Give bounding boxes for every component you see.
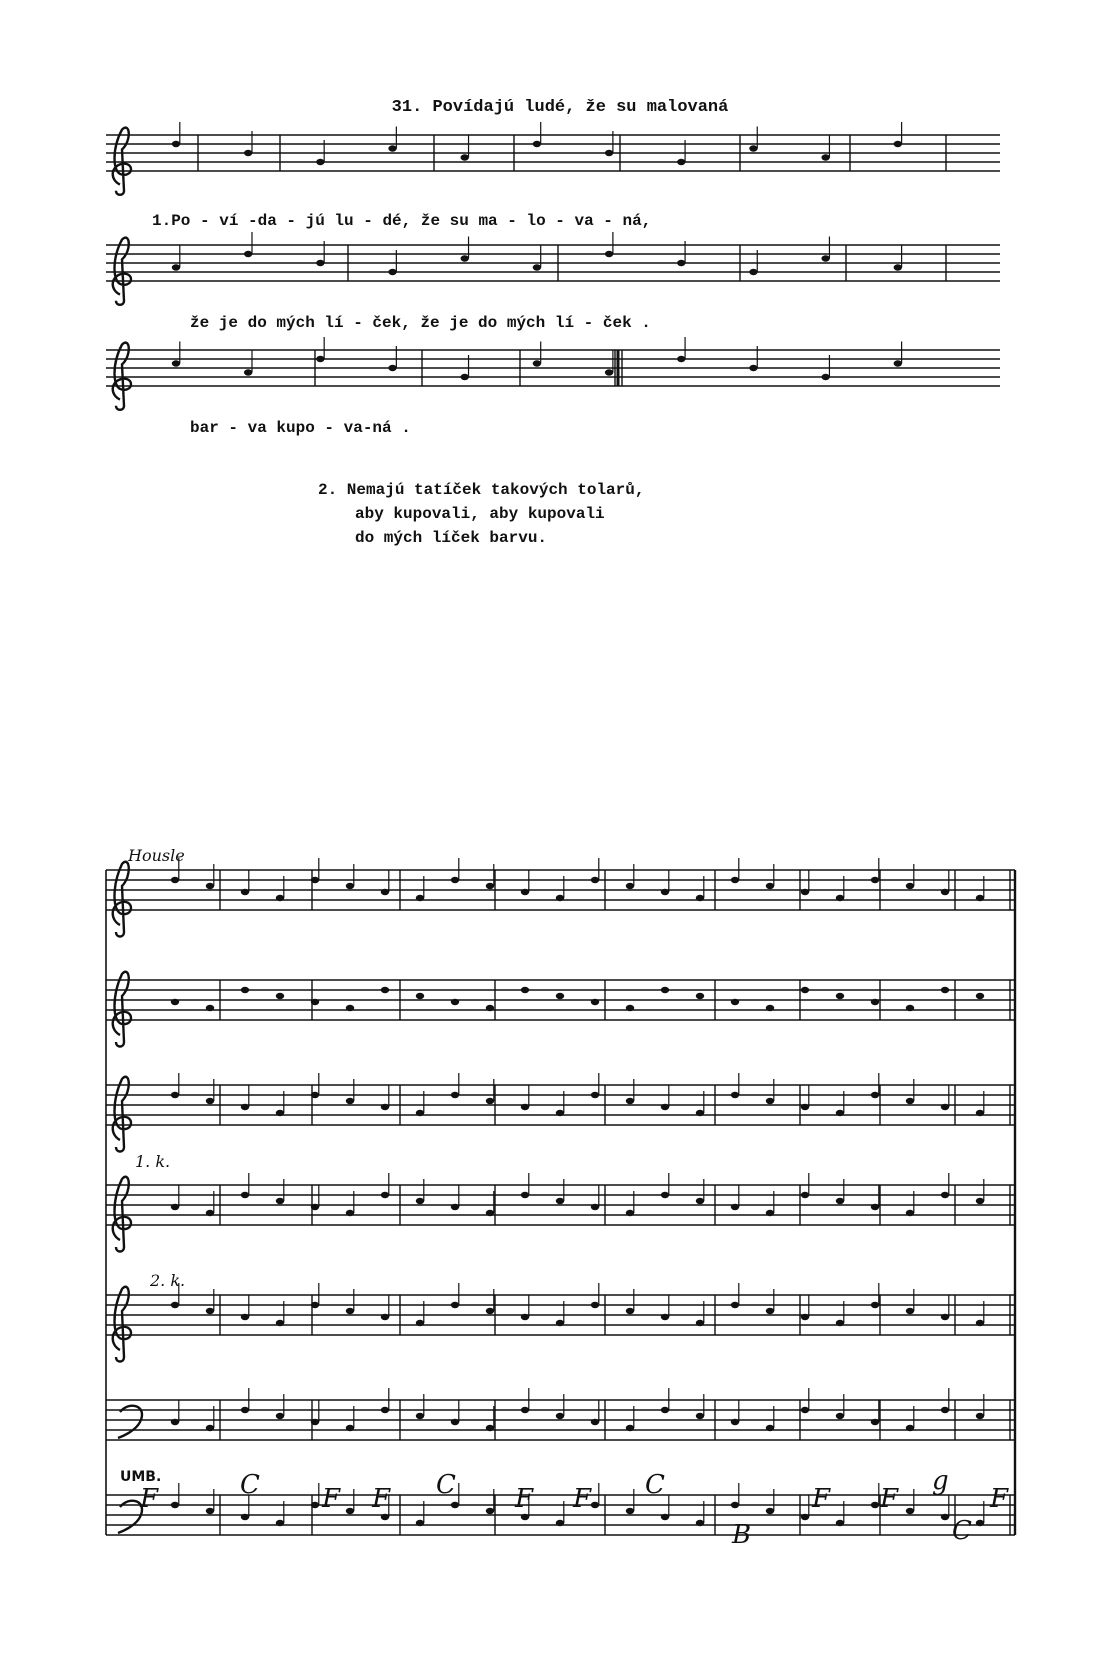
song-note [533, 264, 541, 270]
chord-symbol: F [812, 1484, 831, 1514]
song-note [388, 269, 396, 275]
score-note [941, 889, 949, 895]
treble-clef [113, 1077, 131, 1152]
score-note [801, 889, 809, 895]
song-note [894, 264, 902, 270]
score-note [241, 889, 249, 895]
score-note [206, 1425, 214, 1431]
score-note [381, 889, 389, 895]
score-note [836, 1110, 844, 1116]
song-note [605, 150, 613, 156]
treble-clef [113, 343, 131, 410]
score-note [521, 889, 529, 895]
song-title: 31. Povídajú ludé, že su malovaná [391, 98, 729, 117]
score-note [556, 1320, 564, 1326]
score-note [941, 1104, 949, 1110]
score-note [276, 1320, 284, 1326]
score-note [941, 987, 949, 993]
score-note [626, 883, 634, 889]
score-note [416, 1413, 424, 1419]
score-note [836, 993, 844, 999]
score-note [451, 877, 459, 883]
score-note [276, 1520, 284, 1526]
score-note [521, 1104, 529, 1110]
score-note [661, 1192, 669, 1198]
score-note [661, 1514, 669, 1520]
score-note [381, 1407, 389, 1413]
score-note [906, 1425, 914, 1431]
score-note [381, 1514, 389, 1520]
score-note [556, 993, 564, 999]
score-note [381, 1104, 389, 1110]
score-note [381, 1314, 389, 1320]
score-note [906, 1308, 914, 1314]
score-note [416, 993, 424, 999]
chord-symbol: F [372, 1484, 391, 1514]
song-note [461, 374, 469, 380]
score-note [521, 1192, 529, 1198]
chord-symbol: F [322, 1484, 341, 1514]
score-note [591, 1204, 599, 1210]
score-note [731, 877, 739, 883]
score-note [766, 1508, 774, 1514]
score-note [311, 999, 319, 1005]
chord-symbol: B [732, 1520, 752, 1550]
score-note [451, 1302, 459, 1308]
score-note [451, 1092, 459, 1098]
score-note [206, 883, 214, 889]
score-note [871, 999, 879, 1005]
score-note [801, 987, 809, 993]
score-note [836, 1520, 844, 1526]
chord-symbol: F [140, 1484, 159, 1514]
song-note [749, 269, 757, 275]
score-note [206, 1005, 214, 1011]
score-note [906, 1508, 914, 1514]
verse-2-line-2: aby kupovali, aby kupovali [355, 505, 605, 523]
score-note [311, 1502, 319, 1508]
score-note [346, 883, 354, 889]
score-note [871, 1419, 879, 1425]
song-note [461, 255, 469, 261]
score-note [731, 1502, 739, 1508]
score-note [206, 1508, 214, 1514]
score-note [591, 877, 599, 883]
score-note [906, 1005, 914, 1011]
score-note [626, 1425, 634, 1431]
score-note [976, 993, 984, 999]
score-note [241, 1407, 249, 1413]
score-note [696, 1198, 704, 1204]
score-note [521, 1407, 529, 1413]
score-note [311, 1302, 319, 1308]
score-note [521, 1314, 529, 1320]
score-note [696, 895, 704, 901]
score-note [486, 1005, 494, 1011]
song-note [316, 260, 324, 266]
score-note [801, 1192, 809, 1198]
chord-symbol: g [932, 1466, 949, 1496]
score-note [976, 1413, 984, 1419]
score-note [521, 1514, 529, 1520]
score-note [416, 1110, 424, 1116]
instrument-label-umb: UMB. [120, 1469, 162, 1485]
song-note [172, 360, 180, 366]
score-note [556, 1520, 564, 1526]
song-note [677, 260, 685, 266]
score-note [766, 1098, 774, 1104]
score-note [661, 1314, 669, 1320]
score-note [836, 1198, 844, 1204]
score-note [696, 1520, 704, 1526]
score-note [311, 1204, 319, 1210]
score-note [381, 987, 389, 993]
song-note [749, 365, 757, 371]
score-note [801, 1314, 809, 1320]
score-note [626, 1098, 634, 1104]
score-note [171, 1204, 179, 1210]
score-note [836, 1413, 844, 1419]
treble-clef [113, 238, 131, 305]
song-note [821, 374, 829, 380]
score-note [206, 1210, 214, 1216]
score-note [871, 1302, 879, 1308]
song-note [677, 159, 685, 165]
score-note [416, 1198, 424, 1204]
score-note [976, 1198, 984, 1204]
lyrics-line-1: 1.Po - ví -da - jú lu - dé, že su ma - lo - va - ná, [152, 212, 652, 230]
score-note [451, 999, 459, 1005]
score-note [276, 1110, 284, 1116]
score-note [486, 1425, 494, 1431]
lyrics-line-2: že je do mých lí - ček, že je do mých lí - ček . [190, 314, 651, 332]
score-note [871, 1092, 879, 1098]
score-note [696, 993, 704, 999]
score-note [871, 877, 879, 883]
score-note [451, 1502, 459, 1508]
score-note [626, 1308, 634, 1314]
score-note [766, 1210, 774, 1216]
score-note [311, 1092, 319, 1098]
instrument-label-housle: Housle [128, 846, 185, 865]
score-note [871, 1502, 879, 1508]
treble-clef [113, 972, 131, 1047]
treble-clef [113, 128, 131, 195]
score-note [206, 1098, 214, 1104]
score-note [871, 1204, 879, 1210]
score-note [416, 1520, 424, 1526]
score-note [661, 1407, 669, 1413]
score-note [311, 1419, 319, 1425]
chord-symbol: C [240, 1470, 260, 1500]
score-note [556, 895, 564, 901]
score-note [241, 1514, 249, 1520]
song-note [605, 251, 613, 257]
score-note [346, 1508, 354, 1514]
score-note [556, 1413, 564, 1419]
score-note [171, 1092, 179, 1098]
score-note [591, 999, 599, 1005]
song-note [677, 356, 685, 362]
score-note [591, 1502, 599, 1508]
score-note [906, 883, 914, 889]
score-note [451, 1204, 459, 1210]
song-note [894, 141, 902, 147]
song-note [821, 154, 829, 160]
score-note [276, 895, 284, 901]
score-note [836, 1320, 844, 1326]
score-note [696, 1413, 704, 1419]
score-note [311, 877, 319, 883]
score-note [171, 1502, 179, 1508]
score-note [486, 883, 494, 889]
score-note [941, 1514, 949, 1520]
song-note [533, 360, 541, 366]
score-note [521, 987, 529, 993]
score-note [731, 1419, 739, 1425]
score-note [346, 1308, 354, 1314]
score-note [696, 1110, 704, 1116]
song-note [894, 360, 902, 366]
score-note [801, 1407, 809, 1413]
score-note [801, 1514, 809, 1520]
score-note [941, 1407, 949, 1413]
score-note [906, 1210, 914, 1216]
score-note [451, 1419, 459, 1425]
song-note [821, 255, 829, 261]
score-note [836, 895, 844, 901]
chord-symbol: F [990, 1484, 1009, 1514]
score-note [486, 1308, 494, 1314]
score-note [416, 895, 424, 901]
treble-clef [113, 1177, 131, 1252]
score-note [661, 987, 669, 993]
score-note [661, 889, 669, 895]
song-note [461, 154, 469, 160]
score-note [486, 1508, 494, 1514]
score-note [241, 1192, 249, 1198]
score-note [171, 877, 179, 883]
score-note [276, 1413, 284, 1419]
song-note [388, 365, 396, 371]
score-note [171, 1302, 179, 1308]
score-note [766, 1308, 774, 1314]
score-note [626, 1210, 634, 1216]
score-note [626, 1005, 634, 1011]
score-note [171, 999, 179, 1005]
score-note [941, 1314, 949, 1320]
score-note [801, 1104, 809, 1110]
instrument-label-1k: 1. k. [135, 1152, 171, 1171]
score-note [206, 1308, 214, 1314]
song-note [316, 356, 324, 362]
score-note [346, 1098, 354, 1104]
chord-symbol: F [573, 1484, 592, 1514]
chord-symbol: C [952, 1516, 972, 1546]
score-note [486, 1210, 494, 1216]
score-note [346, 1210, 354, 1216]
lyrics-line-3: bar - va kupo - va-ná . [190, 419, 411, 437]
score-note [766, 1425, 774, 1431]
score-note [661, 1104, 669, 1110]
song-note [172, 141, 180, 147]
score-note [696, 1320, 704, 1326]
score-note [346, 1425, 354, 1431]
score-note [486, 1098, 494, 1104]
score-note [171, 1419, 179, 1425]
score-note [976, 1520, 984, 1526]
chord-symbol: F [880, 1484, 899, 1514]
verse-2 [318, 478, 644, 550]
score-note [241, 987, 249, 993]
chord-symbol: C [645, 1470, 665, 1500]
chord-symbol: C [436, 1470, 456, 1500]
score-note [731, 1204, 739, 1210]
score-note [591, 1419, 599, 1425]
song-note [244, 369, 252, 375]
score-note [381, 1192, 389, 1198]
score-note [731, 1092, 739, 1098]
score-note [766, 883, 774, 889]
song-note [749, 145, 757, 151]
score-note [976, 1320, 984, 1326]
score-note [416, 1320, 424, 1326]
chord-symbol: F [515, 1484, 534, 1514]
verse-2-line-3: do mých líček barvu. [355, 529, 548, 547]
score-note [976, 895, 984, 901]
score-note [941, 1192, 949, 1198]
song-note [244, 251, 252, 257]
song-note [244, 150, 252, 156]
treble-clef [113, 862, 131, 937]
score-note [906, 1098, 914, 1104]
score-note [556, 1198, 564, 1204]
song-note [172, 264, 180, 270]
score-note [591, 1302, 599, 1308]
song-note [605, 369, 613, 375]
song-note [533, 141, 541, 147]
score-note [241, 1314, 249, 1320]
score-note [556, 1110, 564, 1116]
score-note [241, 1104, 249, 1110]
score-note [626, 1508, 634, 1514]
instrument-label-2k: 2. k. [150, 1271, 186, 1290]
song-note [388, 145, 396, 151]
song-note [316, 159, 324, 165]
treble-clef [113, 1287, 131, 1362]
score-note [346, 1005, 354, 1011]
verse-2-line-1: 2. Nemajú tatíček takových tolarů, [318, 481, 645, 499]
score-note [591, 1092, 599, 1098]
score-note [276, 1198, 284, 1204]
score-note [976, 1110, 984, 1116]
score-note [276, 993, 284, 999]
score-note [766, 1005, 774, 1011]
score-note [731, 999, 739, 1005]
score-note [731, 1302, 739, 1308]
